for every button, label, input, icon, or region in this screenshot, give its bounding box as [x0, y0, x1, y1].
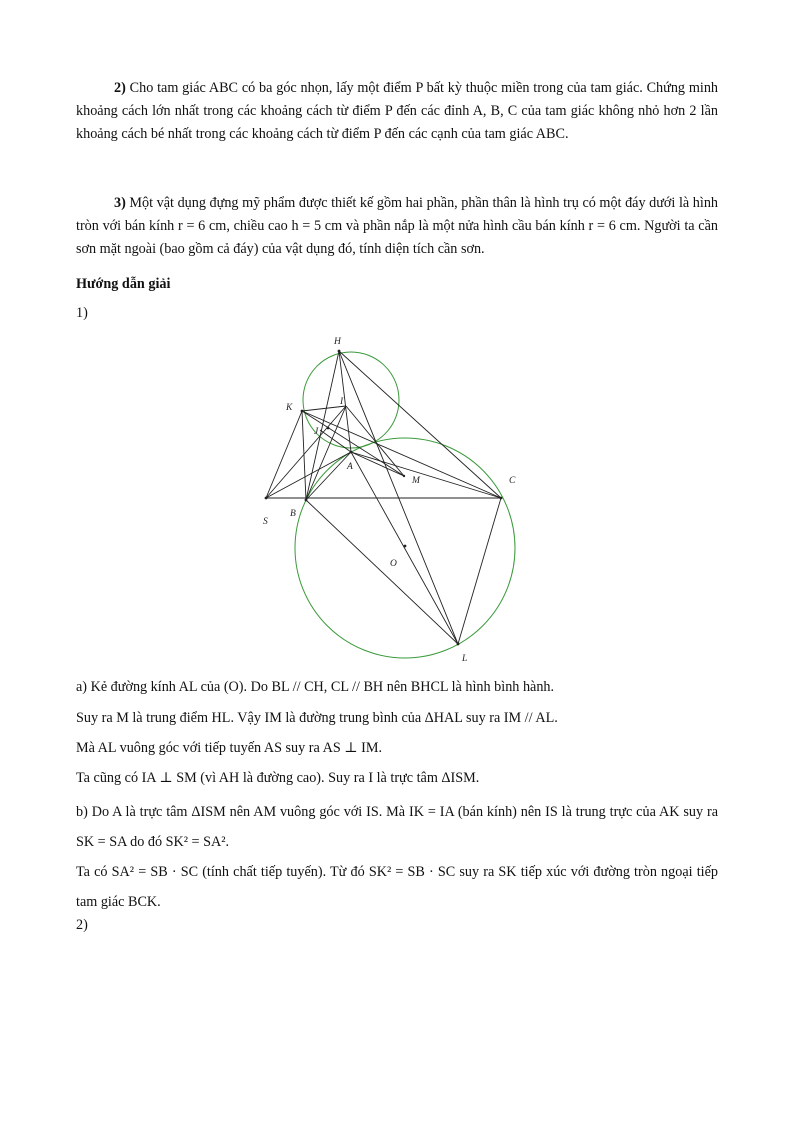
solution-a-line-2: Suy ra M là trung điểm HL. Vậy IM là đường trung bình của ΔHAL suy ra IM // AL.: [76, 710, 558, 726]
figure-lines: [266, 351, 501, 644]
label-H: H: [334, 337, 341, 347]
solution-a-line-1: a) Kẻ đường kính AL của (O). Do BL // CH, CL // BH nên BHCL là hình bình hành.: [76, 679, 555, 695]
solution-b-line-1: b) Do A là trực tâm ΔISM nên AM vuông góc với IS. Mà IK = IA (bán kính) nên IS là trung trực của AK suy ra SK = SA do đó SK² = SA².: [76, 804, 718, 850]
solution-a-line-4: Ta cũng có IA ⊥ SM (vì AH là đường cao). Suy ra I là trực tâm ΔISM.: [76, 770, 480, 786]
problem-3: [76, 192, 718, 261]
problem-3-number: 3): [114, 195, 126, 211]
label-O: O: [390, 559, 397, 569]
solution-heading: Hướng dẫn giải: [76, 276, 171, 292]
figure-points: [265, 350, 503, 646]
problem-3-text: Một vật dụng đựng mỹ phẩm được thiết kế gồm hai phần, phần thân là hình trụ có một đáy dưới là hình tròn với bán kính r = 6 cm, chiều cao h = 5 cm và phần nắp là một nửa hình cầu bán kính r = 6 cm. Người ta cần sơn mặt ngoài (bao gồm cả đáy) của vật dụng đó, tính diện tích cần sơn.: [76, 195, 719, 257]
problem-2-number: 2): [114, 80, 126, 96]
label-C: C: [509, 476, 516, 486]
label-K: K: [286, 403, 293, 413]
label-J: J: [314, 427, 319, 437]
solution-a-line-3: Mà AL vuông góc với tiếp tuyến AS suy ra AS ⊥ IM.: [76, 740, 383, 756]
label-A: A: [347, 462, 353, 472]
geometry-figure: [250, 326, 530, 666]
problem-2: [76, 77, 718, 146]
label-S: S: [263, 517, 268, 527]
label-L: L: [462, 654, 468, 664]
label-B: B: [290, 509, 296, 519]
solution-b-line-2: Ta có SA² = SB · SC (tính chất tiếp tuyến). Từ đó SK² = SB · SC suy ra SK tiếp xúc với đường tròn ngoại tiếp tam giác BCK.: [76, 864, 718, 910]
label-M: M: [412, 476, 420, 486]
problem-2-text: Cho tam giác ABC có ba góc nhọn, lấy một điểm P bất kỳ thuộc miền trong của tam giác. Chứng minh khoảng cách lớn nhất trong các khoảng cách từ điểm P đến các đỉnh A, B, C của tam giác không nhỏ hơn 2 lần khoảng cách bé nhất trong các khoảng cách từ điểm P đến các cạnh của tam giác ABC.: [76, 80, 719, 142]
part-1-label: 1): [76, 305, 88, 321]
part-2-label: 2): [76, 917, 88, 933]
label-I: I: [340, 397, 344, 407]
